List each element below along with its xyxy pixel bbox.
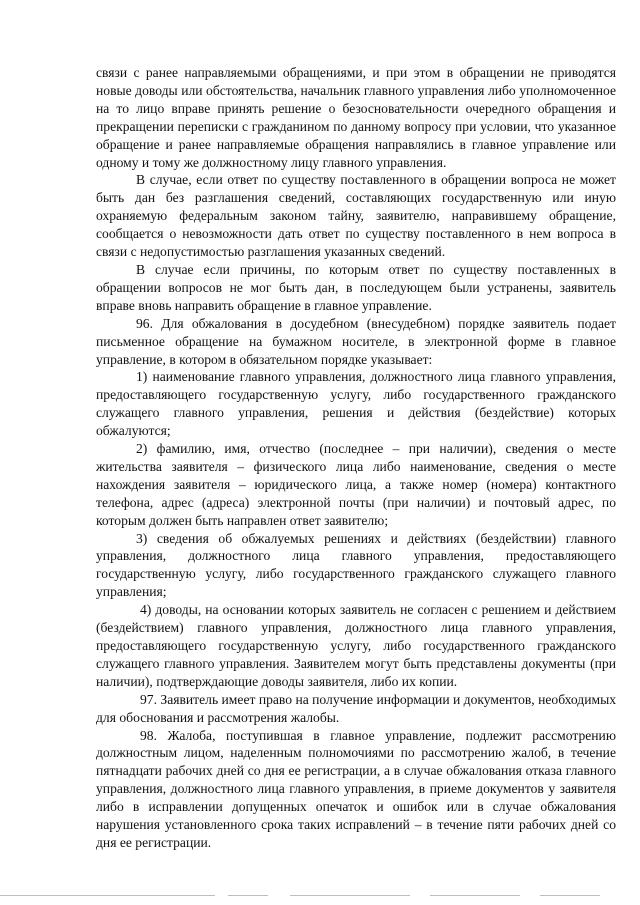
- paragraph-reasons-removed: В случае если причины, по которым ответ по существу поставленных в обращении вопросов не мог быть дан, в последующем были устранены, заявитель вправе вновь направить обращение в главное управление.: [96, 261, 616, 313]
- list-item-2: 2) фамилию, имя, отчество (последнее – при наличии), сведения о месте жительства заявителя – физического лица либо наименование, сведения о месте нахождения заявителя – юридического лица, а также номер (номера) контактного телефона, адрес (адреса) электронной почты (при наличии) и почтовый адрес, по которым должен быть направлен ответ заявителю;: [96, 441, 616, 528]
- list-item-3: 3) сведения об обжалуемых решениях и действиях (бездействии) главного управления, должностного лица главного управления, предоставляющего государственную услугу, либо государственного гражданского служащего главного управления;: [96, 530, 616, 600]
- paragraph-secret-info: В случае, если ответ по существу поставленного в обращении вопроса не может быть дан без разглашения сведений, составляющих государственную или иную охраняемую федеральным законом тайну, заявителю, направившему обращение, сообщается о невозможности дать ответ по существу поставленного в нем вопроса в связи с недопустимостью разглашения указанных сведений.: [96, 172, 616, 260]
- paragraph-97: 97. Заявитель имеет право на получение информации и документов, необходимых для обоснования и рассмотрения жалобы.: [96, 691, 616, 725]
- paragraph-96: 96. Для обжалования в досудебном (внесудебном) порядке заявитель подает письменное обращение на бумажном носителе, в электронной форме в главное управление, в котором в обязательном порядке указывает:: [96, 315, 616, 367]
- paragraph-98: 98. Жалоба, поступившая в главное управление, подлежит рассмотрению должностным лицом, наделенным полномочиями по рассмотрению жалоб, в течение пятнадцати рабочих дней со дня ее регистрации, а в случае обжалования отказа главного управления, должностного лица главного управления, в приеме документов у заявителя либо в исправлении допущенных опечаток и ошибок или в случае обжалования нарушения установленного срока таких исправлений – в течение пяти рабочих дней со дня ее регистрации.: [96, 727, 616, 850]
- list-item-4: 4) доводы, на основании которых заявитель не согласен с решением и действием (бездействием) главного управления, должностного лица главного управления, предоставляющего государственную услугу, либо государственного гражданского служащего главного управления. Заявителем могут быть представлены документы (при наличии), подтверждающие доводы заявителя, либо их копии.: [96, 602, 616, 689]
- paragraph-continuation: связи с ранее направляемыми обращениями, и при этом в обращении не приводятся новые доводы или обстоятельства, начальник главного управления либо уполномоченное на то лицо вправе принять решение о безосновательности очередного обращения и прекращении переписки с гражданином по данному вопросу при условии, что указанное обращение и ранее направляемые обращения направлялись в главное управление или одному и тому же должностному лицу главного управления.: [96, 65, 616, 170]
- list-item-1: 1) наименование главного управления, должностного лица главного управления, предоставляющего государственную услугу, либо государственного гражданского служащего главного управления, решения и действия (бездействие) которых обжалуются;: [96, 369, 616, 439]
- document-page: [96, 64, 616, 852]
- scan-artifact-line: [0, 893, 640, 899]
